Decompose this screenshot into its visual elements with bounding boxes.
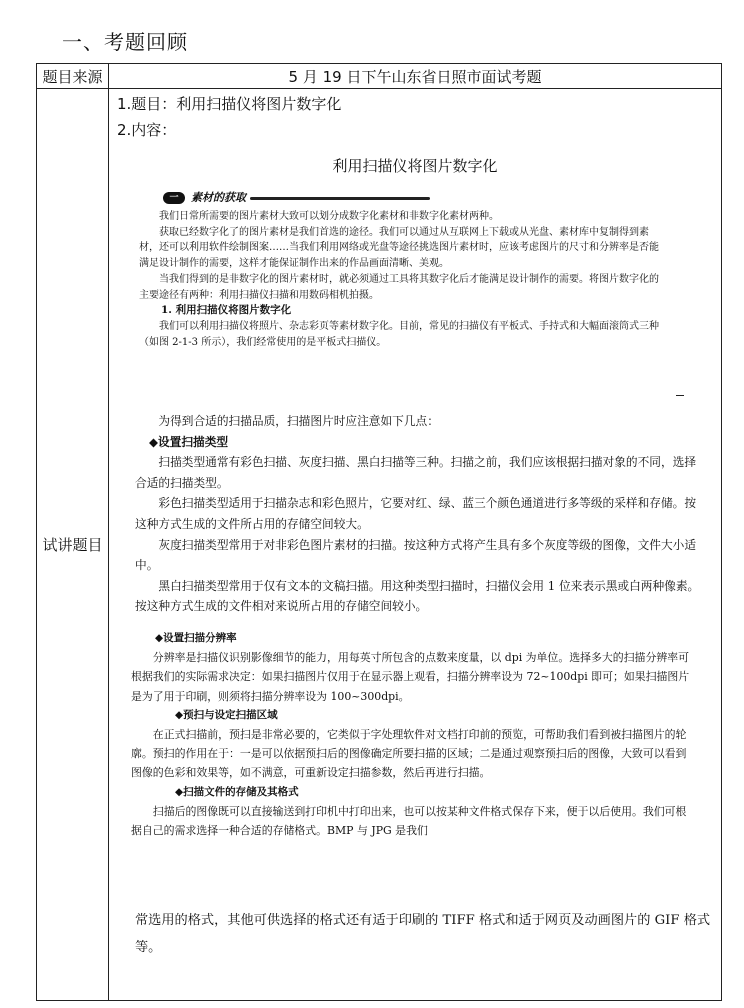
section-badge: 一 (163, 192, 185, 204)
scan-mark (676, 395, 684, 396)
scanned-excerpt-3 (131, 629, 697, 840)
paragraph: 扫描类型通常有彩色扫描、灰度扫描、黑白扫描等三种。扫描之前，我们应该根据扫描对象的不同，选择合适的扫描类型。 (135, 455, 697, 490)
paragraph: 扫描后的图像既可以直接输送到打印机中打印出来，也可以按某种文件格式保存下来，便于以后使用。我们可根据自己的需求选择一种合适的存储格式。BMP 与 JPG 是我们 (131, 804, 687, 838)
source-value: 5 月 19 日下午山东省日照市面试考题 (109, 64, 722, 89)
paragraph: 灰度扫描类型常用于对非彩色图片素材的扫描。按这种方式将产生具有多个灰度等级的图像，文件大小适中。 (135, 537, 697, 573)
topic-content (109, 89, 722, 1001)
paragraph: 黑白扫描类型常用于仅有文本的文稿扫描。用这种类型扫描时，扫描仪会用 1 位来表示黑或白两种像素。按这种方式生成的文件相对来说所占用的存储空间较小。 (135, 578, 700, 614)
paragraph: 彩色扫描类型适用于扫描杂志和彩色照片，它要对红、绿、蓝三个颜色通道进行多等级的采样和存储。按这种方式生成的文件所占用的存储空间较大。 (135, 496, 697, 531)
source-row (37, 64, 722, 89)
content-title: 利用扫描仪将图片数字化 (332, 157, 498, 175)
content-label: 2.内容： (117, 121, 177, 139)
topic-label: 试讲题目 (37, 89, 109, 1001)
bullet-heading: ◆预扫与设定扫描区域 (175, 708, 278, 721)
paragraph: 常选用的格式，其他可供选择的格式还有适于印刷的 TIFF 格式和适于网页及动画图片的 GIF 格式等。 (135, 913, 711, 955)
paragraph: 为得到合适的扫描品质，扫描图片时应注意如下几点： (158, 414, 439, 428)
source-label: 题目来源 (37, 64, 109, 89)
scanned-excerpt-2 (135, 411, 705, 617)
topic-line: 1.题目：利用扫描仪将图片数字化 (117, 95, 342, 113)
page-heading: 一、考题回顾 (62, 30, 188, 54)
bullet-heading: ◆设置扫描类型 (149, 434, 229, 449)
paragraph: 我们日常所需要的图片素材大致可以划分成数字化素材和非数字化素材两种。 (159, 211, 499, 222)
section-rule (250, 197, 430, 200)
tail-text (135, 907, 715, 961)
section-heading (163, 187, 659, 209)
bullet-heading: ◆设置扫描分辨率 (155, 632, 237, 644)
section-title: 素材的获取 (191, 191, 246, 205)
subsection-heading: 1. 利用扫描仪将图片数字化 (161, 304, 292, 317)
topic-row (37, 89, 722, 1001)
paragraph: 获取已经数字化了的图片素材是我们首选的途径。我们可以通过从互联网上下载或从光盘、素材库中复制得到素材，还可以利用软件绘制图案……当我们利用网络或光盘等途径挑选图片素材时，应该考虑图片的尺寸和分辨率是否能满足设计制作的需要，这样才能保证制作出来的作品画面清晰、美观。 (139, 226, 659, 270)
paragraph: 当我们得到的是非数字化的图片素材时，就必须通过工具将其数字化后才能满足设计制作的需要。将图片数字化的主要途径有两种：利用扫描仪扫描和用数码相机拍摄。 (139, 273, 659, 301)
bullet-heading: ◆扫描文件的存储及其格式 (175, 785, 299, 798)
scanned-excerpt-1 (139, 187, 659, 350)
paragraph: 分辨率是扫描仪识别影像细节的能力，用每英寸所包含的点数来度量，以 dpi 为单位。选择多大的扫描分辨率可根据我们的实际需求决定：如果扫描图片仅用于在显示器上观看，扫描分辨率设为 72~100dpi 即可；如果扫描图片是为了用于印刷，则须将扫描分辨率设为 100~300dpi。 (131, 651, 690, 703)
paragraph: 在正式扫描前，预扫是非常必要的，它类似于字处理软件对文档打印前的预览，可帮助我们看到被扫描图片的轮廓。预扫的作用在于：一是可以依据预扫后的图像确定所要扫描的区域；二是通过观察预扫后的图像，大致可以看到图像的色彩和效果等，如不满意，可重新设定扫描参数，然后再进行扫描。 (131, 728, 687, 780)
paragraph: 我们可以利用扫描仪将照片、杂志彩页等素材数字化。目前，常见的扫描仪有平板式、手持式和大幅面滚筒式三种（如图 2-1-3 所示），我们经常使用的是平板式扫描仪。 (139, 320, 659, 348)
exam-table (36, 63, 722, 1001)
